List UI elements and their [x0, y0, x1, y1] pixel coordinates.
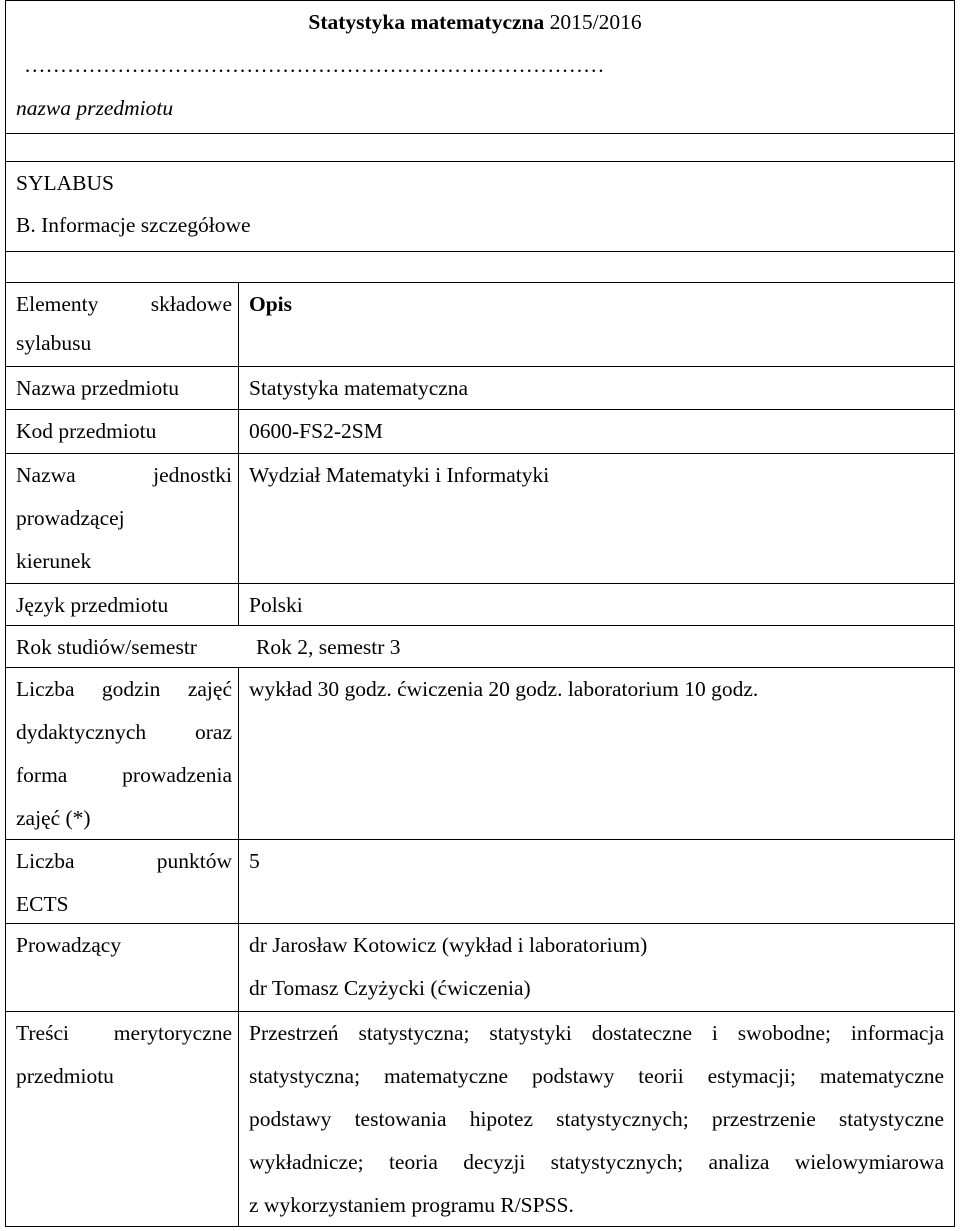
col-header-description — [238, 283, 954, 366]
row-label — [6, 367, 238, 409]
row-value — [238, 924, 954, 1011]
row-label-line2: ECTS — [16, 892, 69, 916]
details-cell — [6, 204, 954, 248]
table-row-content — [6, 1011, 954, 1227]
row-label-line1: Liczba godzin zajęć — [16, 677, 232, 701]
row-label — [6, 668, 238, 839]
header-cell — [6, 1, 954, 133]
row-label-line2: dydaktycznych oraz — [16, 720, 232, 744]
content-line-4: wykładnicze; teoria decyzji statystycznych; analiza wielowymiarowa — [249, 1150, 944, 1174]
table-row-hours — [6, 667, 954, 839]
row-value-text: Polski — [249, 593, 303, 617]
subject-label: nazwa przedmiotu — [16, 96, 174, 120]
course-title-name: Statystyka matematyczna — [308, 10, 545, 34]
dots-line: ……………………………………………………………………… — [24, 53, 605, 77]
syllabus-row — [6, 161, 954, 204]
row-label-line2: przedmiotu — [16, 1064, 114, 1088]
table-row-year — [6, 625, 954, 667]
row-label — [6, 924, 238, 1011]
row-label-line1: Nazwa jednostki — [16, 463, 232, 487]
table-row-unit — [6, 453, 954, 583]
row-label-line1: Treści merytoryczne — [16, 1021, 232, 1045]
row-label — [6, 410, 238, 453]
syllabus-heading: SYLABUS — [16, 171, 114, 195]
row-label-line2: prowadzącej — [16, 506, 125, 530]
syllabus-cell — [6, 162, 954, 204]
syllabus-document — [5, 0, 955, 1227]
row-label — [6, 626, 246, 667]
row-value-text: Rok 2, semestr 3 — [256, 635, 401, 659]
col-header-elements-line1: Elementy składowe — [16, 292, 232, 316]
row-value-text: wykład 30 godz. ćwiczenia 20 godz. laboratorium 10 godz. — [249, 677, 759, 701]
row-label-text: Język przedmiotu — [16, 593, 169, 617]
row-label-text: Rok studiów/semestr — [16, 635, 197, 659]
row-value — [238, 840, 954, 923]
row-label — [6, 584, 238, 625]
row-value-text: 5 — [249, 849, 260, 873]
row-label-line3: kierunek — [16, 549, 92, 573]
course-title-year: 2015/2016 — [544, 10, 642, 34]
table-row-language — [6, 583, 954, 625]
lecturer-2: dr Tomasz Czyżycki (ćwiczenia) — [249, 976, 531, 1000]
details-heading: B. Informacje szczegółowe — [16, 213, 251, 237]
row-value-text: Wydział Matematyki i Informatyki — [249, 463, 550, 487]
row-value — [238, 1012, 954, 1227]
table-row-ects — [6, 839, 954, 923]
course-title — [16, 1, 954, 44]
row-value-text: Statystyka matematyczna — [249, 376, 469, 400]
row-label-text: Prowadzący — [16, 933, 122, 957]
row-label — [6, 454, 238, 583]
lecturer-1: dr Jarosław Kotowicz (wykład i laboratorium) — [249, 933, 648, 957]
row-value — [238, 454, 954, 583]
row-value — [238, 410, 954, 453]
details-row — [6, 204, 954, 248]
content-line-5: z wykorzystaniem programu R/SPSS. — [249, 1193, 574, 1217]
table-row-course-name — [6, 366, 954, 409]
row-label — [6, 840, 238, 923]
header-row — [6, 1, 954, 133]
content-line-3: podstawy testowania hipotez statystycznych; przestrzenie statystyczne — [249, 1107, 944, 1131]
row-value-text: 0600-FS2-2SM — [249, 419, 383, 443]
row-label-text: Kod przedmiotu — [16, 419, 157, 443]
row-value — [238, 367, 954, 409]
row-label-line3: forma prowadzenia — [16, 763, 232, 787]
col-header-elements-line2: sylabusu — [16, 331, 92, 355]
row-value — [238, 584, 954, 625]
content-line-2: statystyczna; matematyczne podstawy teorii estymacji; matematyczne — [249, 1064, 944, 1088]
content-line-1: Przestrzeń statystyczna; statystyki dostateczne i swobodne; informacja — [249, 1021, 944, 1045]
spacer-row — [6, 133, 954, 161]
table-row-course-code — [6, 409, 954, 453]
col-header-elements — [6, 283, 238, 366]
row-label-text: Nazwa przedmiotu — [16, 376, 179, 400]
col-header-description-text: Opis — [249, 292, 293, 316]
row-value — [246, 626, 954, 667]
row-label — [6, 1012, 238, 1227]
table-header-row — [6, 282, 954, 366]
row-value — [238, 668, 954, 839]
row-label-line4: zajęć (*) — [16, 806, 91, 830]
table-row-lecturers — [6, 923, 954, 1011]
spacer-row-2 — [6, 251, 954, 282]
row-label-line1: Liczba punktów — [16, 849, 232, 873]
